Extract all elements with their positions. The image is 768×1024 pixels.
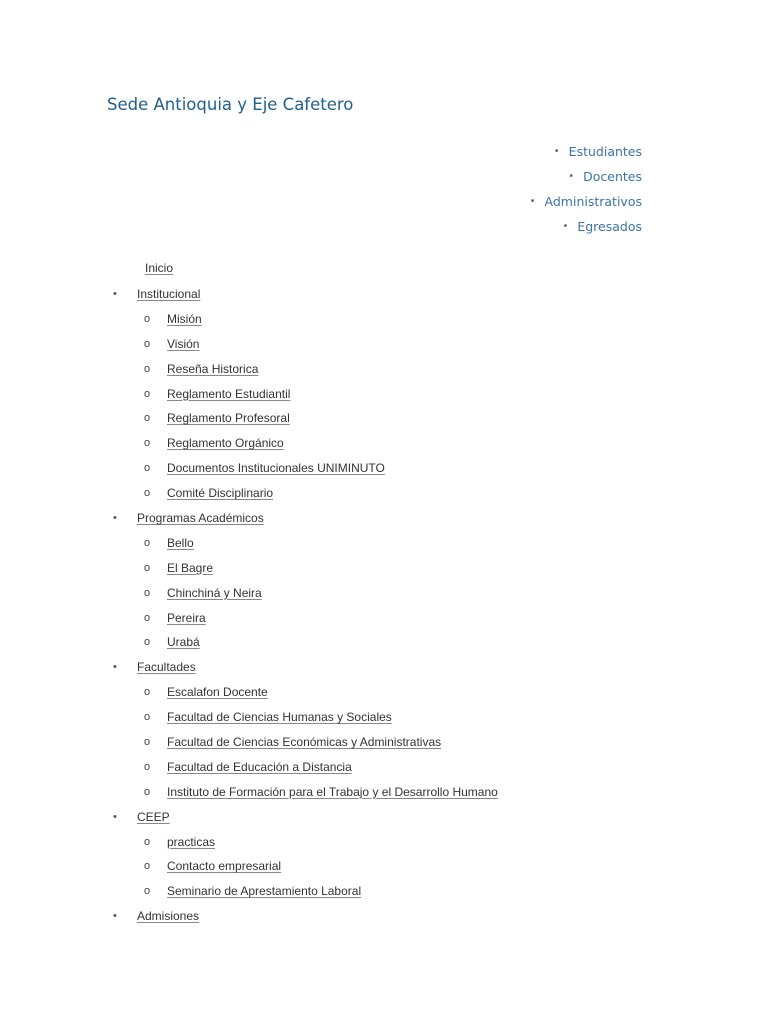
audience-link-administrativos[interactable]: Administrativos (544, 194, 642, 209)
nav-subitem (113, 608, 498, 633)
circle-bullet-icon: o (144, 561, 151, 574)
bullet-icon: • (113, 288, 117, 300)
nav-sublink-chinchina-y-neira[interactable]: Chinchiná y Neira (167, 585, 262, 600)
nav-subitem (113, 334, 498, 359)
audience-item-docentes (530, 166, 642, 191)
nav-sublink-facultad-de-ciencias-economicas-y-administrativas[interactable]: Facultad de Ciencias Económicas y Administrativas (167, 735, 442, 750)
nav-subitem (113, 483, 498, 508)
nav-section-row (113, 807, 498, 832)
bullet-icon: • (113, 661, 117, 674)
nav-section-facultades (113, 657, 498, 806)
circle-bullet-icon: o (144, 536, 151, 549)
circle-bullet-icon: o (144, 760, 151, 773)
nav-section-row (113, 657, 498, 682)
circle-bullet-icon: o (144, 437, 151, 450)
nav-subitem (113, 707, 498, 732)
bullet-icon: • (113, 512, 117, 525)
nav-subitem (113, 359, 498, 384)
audience-link-docentes[interactable]: Docentes (583, 169, 642, 184)
nav-subitem (113, 832, 498, 857)
circle-bullet-icon: o (144, 611, 151, 624)
nav-subitem (113, 309, 498, 334)
nav-sublink-practicas[interactable]: practicas (167, 834, 216, 849)
circle-bullet-icon: o (144, 387, 151, 400)
nav-section-row (113, 508, 498, 533)
nav-sublink-seminario-de-aprestamiento-laboral[interactable]: Seminario de Aprestamiento Laboral (167, 884, 362, 899)
nav-sublink-mision[interactable]: Misión (167, 311, 202, 326)
nav-subitem (113, 732, 498, 757)
nav-section-row (113, 906, 498, 931)
bullet-icon: • (568, 171, 575, 182)
nav-sublink-bello[interactable]: Bello (167, 535, 194, 550)
nav-sublink-comite-disciplinario[interactable]: Comité Disciplinario (167, 486, 274, 501)
circle-bullet-icon: o (144, 586, 151, 599)
circle-bullet-icon: o (144, 686, 151, 699)
site-title: Sede Antioquia y Eje Cafetero (107, 95, 354, 114)
circle-bullet-icon: o (144, 462, 151, 475)
nav-sublink-resena-historica[interactable]: Reseña Historica (167, 361, 259, 376)
nav-subitem (113, 458, 498, 483)
nav-link-institucional[interactable]: Institucional (137, 287, 201, 301)
bullet-icon: • (113, 810, 117, 823)
bullet-icon: • (113, 910, 117, 923)
nav-sublink-reglamento-estudiantil[interactable]: Reglamento Estudiantil (167, 386, 291, 401)
nav-link-ceep[interactable]: CEEP (137, 809, 170, 824)
nav-sublink-contacto-empresarial[interactable]: Contacto empresarial (167, 859, 282, 874)
nav-link-programas-academicos[interactable]: Programas Académicos (137, 511, 264, 526)
nav-subitem (113, 583, 498, 608)
nav-section-institucional (113, 284, 498, 508)
nav-subitem (113, 433, 498, 458)
bullet-icon: • (562, 221, 569, 232)
audience-item-egresados (530, 216, 642, 241)
nav-sublink-facultad-de-ciencias-humanas-y-sociales[interactable]: Facultad de Ciencias Humanas y Sociales (167, 710, 392, 725)
circle-bullet-icon: o (144, 337, 151, 350)
nav-subitem (113, 881, 498, 906)
circle-bullet-icon: o (144, 885, 151, 898)
nav-submenu-institucional (113, 309, 498, 508)
nav-sublink-reglamento-profesoral[interactable]: Reglamento Profesoral (167, 411, 290, 426)
circle-bullet-icon: o (144, 860, 151, 873)
nav-subitem (113, 408, 498, 433)
nav-sublink-documentos-institucionales-uniminuto[interactable]: Documentos Institucionales UNIMINUTO (167, 461, 385, 476)
bullet-icon: • (529, 196, 536, 207)
nav-sublink-escalafon-docente[interactable]: Escalafon Docente (167, 685, 268, 700)
audience-item-administrativos (530, 191, 642, 216)
nav-link-facultades[interactable]: Facultades (137, 660, 196, 675)
nav-subitem (113, 682, 498, 707)
audience-link-egresados[interactable]: Egresados (577, 219, 642, 234)
circle-bullet-icon: o (144, 835, 151, 848)
nav-sublink-reglamento-organico[interactable]: Reglamento Orgánico (167, 436, 284, 451)
nav-submenu-ceep (113, 832, 498, 907)
nav-section-admisiones (113, 906, 498, 931)
audience-link-estudiantes[interactable]: Estudiantes (568, 144, 642, 159)
nav-section-programas-academicos (113, 508, 498, 657)
nav-link-admisiones[interactable]: Admisiones (137, 909, 200, 924)
circle-bullet-icon: o (144, 711, 151, 724)
nav-subitem (113, 632, 498, 657)
circle-bullet-icon: o (144, 785, 151, 798)
main-nav (113, 284, 498, 931)
nav-sublink-pereira[interactable]: Pereira (167, 610, 206, 625)
circle-bullet-icon: o (144, 736, 151, 749)
nav-submenu-programas-academicos (113, 533, 498, 657)
audience-item-estudiantes (530, 141, 642, 166)
nav-sublink-el-bagre[interactable]: El Bagre (167, 560, 214, 575)
nav-subitem (113, 533, 498, 558)
nav-submenu-facultades (113, 682, 498, 806)
home-link[interactable]: Inicio (145, 261, 174, 275)
nav-sublink-instituto-de-formacion-para-el-trabajo-y-el-desarrollo-humano[interactable]: Instituto de Formación para el Trabajo y el Desarrollo Humano (167, 784, 498, 799)
circle-bullet-icon: o (144, 362, 151, 375)
bullet-icon: • (553, 146, 560, 157)
circle-bullet-icon: o (144, 636, 151, 649)
circle-bullet-icon: o (144, 412, 151, 425)
nav-subitem (113, 782, 498, 807)
nav-section-row (113, 284, 498, 309)
nav-sublink-vision[interactable]: Visión (167, 336, 200, 351)
nav-sublink-uraba[interactable]: Urabá (167, 635, 200, 650)
nav-subitem (113, 384, 498, 409)
audience-nav (530, 141, 642, 241)
nav-section-ceep (113, 807, 498, 907)
circle-bullet-icon: o (144, 312, 151, 325)
nav-sublink-facultad-de-educacion-a-distancia[interactable]: Facultad de Educación a Distancia (167, 759, 352, 774)
nav-subitem (113, 558, 498, 583)
nav-subitem (113, 757, 498, 782)
circle-bullet-icon: o (144, 487, 151, 500)
nav-subitem (113, 856, 498, 881)
